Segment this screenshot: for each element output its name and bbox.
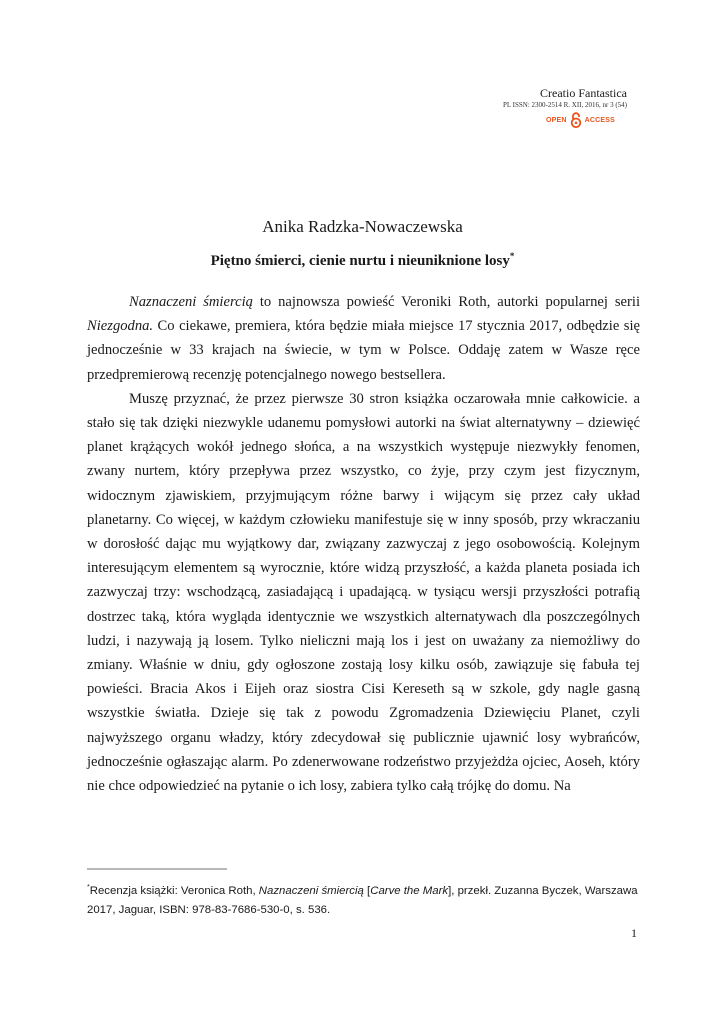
footnote-text-c: ], przekł. Zuzanna Byczek, Warszawa 2017, Jaguar, ISBN: 978-83-7686-530-0, s. 536. xyxy=(87,884,638,916)
footnote-marker: * xyxy=(87,884,90,891)
page-number: 1 xyxy=(631,926,637,940)
author-name: Anika Radzka-Nowaczewska xyxy=(262,217,463,236)
footnote-text-a: Recenzja książki: Veronica Roth, xyxy=(89,884,259,897)
paragraph-1 xyxy=(87,290,640,387)
book-title: Naznaczeni śmiercią xyxy=(129,294,253,310)
issn-line: PL ISSN: 2300-2514 R. XII, 2016, nr 3 (54) xyxy=(503,101,627,109)
series-title: Niezgodna. xyxy=(87,318,154,335)
article-body xyxy=(87,290,640,798)
open-access-open-text: OPEN xyxy=(545,116,567,124)
footnote-text-b: [ xyxy=(363,884,371,897)
footnote-original-title: Carve the Mark xyxy=(370,884,449,897)
open-access-lock-icon xyxy=(570,112,582,128)
article-title-text: Piętno śmierci, cienie nurtu i nieuniknione losy xyxy=(210,253,510,269)
open-access-access-text: ACCESS xyxy=(584,116,615,124)
journal-name: Creatio Fantastica xyxy=(540,86,627,100)
paragraph-2: Muszę przyznać, że przez pierwsze 30 stron książka oczarowała mnie całkowicie. a stało się tak dzięki niezwykle udanemu pomysłowi autorki na świat alternatywny – dziewięć planet krążących wokół jednego słońca, a na wszystkich występuje niezwykły fenomen, zwany nurtem, który przepływa przez wszystko, co żyje, przy czym jest fizycznym, widocznym zjawiskiem, przyjmującym różne barwy i wijącym się przez cały układ planetarny. Co więcej, w każdym człowieku manifestuje się w inny sposób, przy wkraczaniu w dorosłość dając mu wyjątkowy dar, związany zazwyczaj z jego osobowością. Kolejnym interesującym elementem są wyrocznie, które widzą przyszłość, a każda planeta posiada ich zazwyczaj trzy: wschodzącą, zasiadającą i upadającą. w tysiącu wersji przyszłości potrafią dostrzec taką, która wygląda identycznie we wszystkich alternatywach dla poszczególnych ludzi, i nazywają ją losem. Tylko nieliczni mają los i jest on uważany za niemożliwy do zmiany. Właśnie w dniu, gdy ogłoszone zostają losy kilku osób, zawiązuje się fabuła tej powieści. Bracia Akos i Eijeh oraz siostra Cisi Kereseth są w szkole, gdy nagle gasną wszystkie światła. Dzieje się tak z powodu Zgromadzenia Dziewięciu Planet, czyli najwyższego organu władzy, który zdecydował się publicznie ujawnić losy wybrańców, jednocześnie ogłaszając alarm. Po zdenerwowane rodzeństwo przyjeżdża ojciec, Aoseh, który nie chce odpowiedzieć na pytanie o ich losy, zabiera tylko całą trójkę do domu. Na xyxy=(87,390,640,795)
open-access-logo xyxy=(503,112,615,128)
footnote-book-title: Naznaczeni śmiercią xyxy=(258,884,364,897)
footnote xyxy=(87,878,640,920)
footnote-divider xyxy=(87,868,227,870)
paragraph-1-text-b: Co ciekawe, premiera, która będzie miała miejsce 17 stycznia 2017, odbędzie się jednocześnie w 33 krajach na świecie, w tym w Polsce. Oddaję zatem w Wasze ręce przedpremierową recenzję potencjalnego nowego bestsellera. xyxy=(87,318,640,383)
paragraph-1-text-a: to najnowsza powieść Veroniki Roth, autorki popularnej serii xyxy=(252,294,640,310)
journal-header xyxy=(503,86,627,128)
article-title xyxy=(0,246,725,271)
title-footnote-marker[interactable]: * xyxy=(509,251,515,261)
